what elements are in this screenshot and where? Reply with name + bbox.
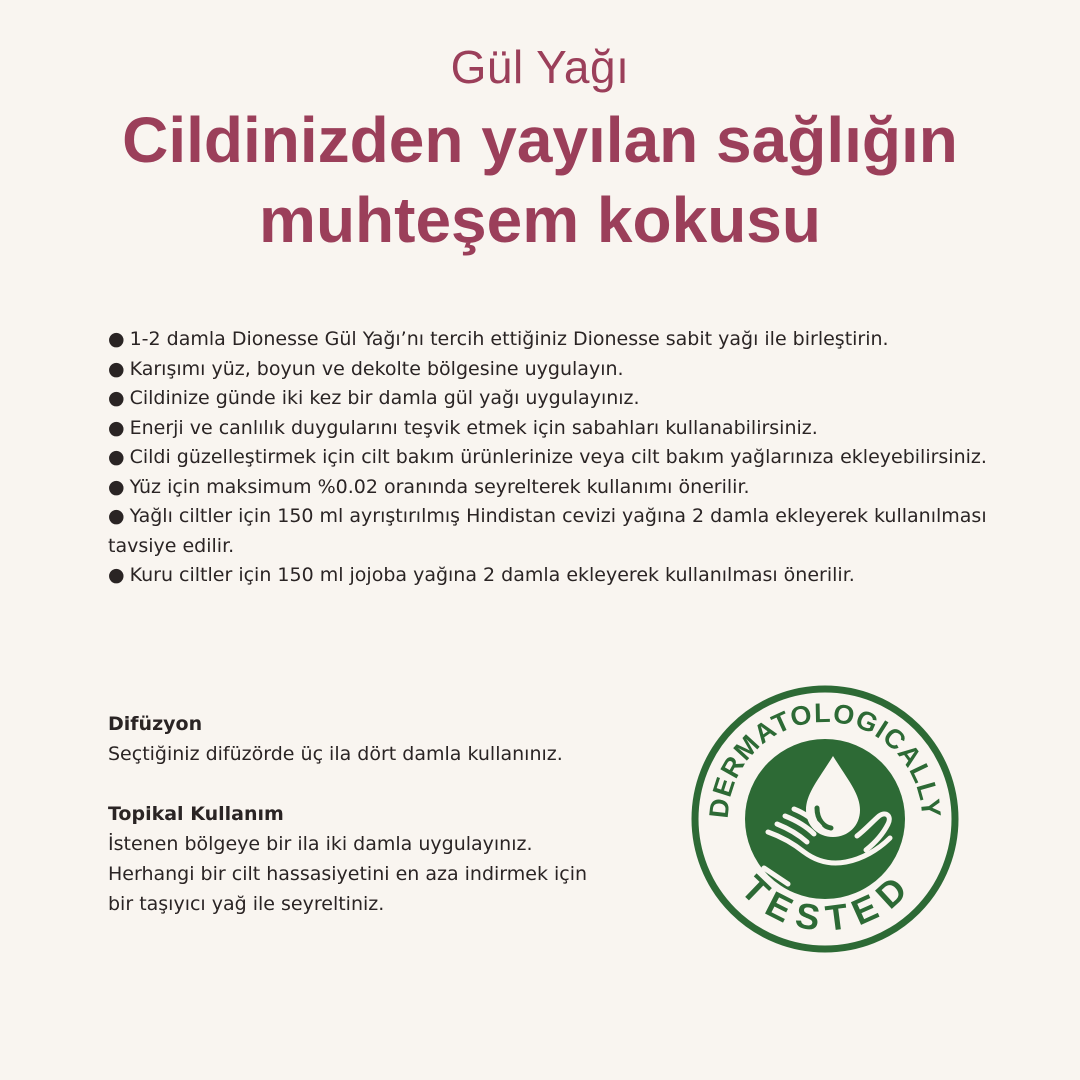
list-item [108,355,988,385]
badge-top-text: DERMATOLOGICALLY [703,697,947,820]
diffusion-title: Difüzyon [108,713,203,735]
topical-section [108,799,668,919]
bullet-icon: ● [108,357,125,380]
dermatologically-tested-badge [690,684,960,954]
topical-line: İstenen bölgeye bir ila iki damla uygulayınız. [108,833,533,855]
badge-seal-icon [690,684,960,954]
bullet-icon: ● [108,416,125,439]
list-item-text: Cildi güzelleştirmek için cilt bakım ürünlerinize veya cilt bakım yağlarınıza ekleyebilirsiniz. [129,446,987,468]
bullet-icon: ● [108,475,125,498]
topical-line: Herhangi bir cilt hassasiyetini en aza indirmek için [108,863,588,885]
usage-list [108,325,988,591]
product-subtitle: Gül Yağı [450,41,630,93]
headline-line-1: Cildinizden yayılan sağlığın [122,104,958,176]
bullet-icon: ● [108,387,125,409]
list-item [108,443,988,473]
list-item [108,325,988,355]
topical-line: bir taşıyıcı yağ ile seyreltiniz. [108,893,385,915]
bullet-icon: ● [108,446,125,468]
list-item-text: Enerji ve canlılık duygularını teşvik etmek için sabahları kullanabilirsiniz. [129,416,818,439]
list-item-text: Yüz için maksimum %0.02 oranında seyrelterek kullanımı önerilir. [129,475,750,498]
list-item-text: 1-2 damla Dionesse Gül Yağı’nı tercih ettiğiniz Dionesse sabit yağı ile birleştirin. [129,328,889,350]
list-item [108,502,988,561]
bullet-icon: ● [108,328,125,350]
list-item [108,384,988,414]
topical-title: Topikal Kullanım [108,803,284,825]
diffusion-section [108,709,668,769]
headline-line-2: muhteşem kokusu [259,184,821,256]
list-item [108,561,988,591]
list-item [108,414,988,444]
bullet-icon: ● [108,505,125,527]
list-item-text: Karışımı yüz, boyun ve dekolte bölgesine uygulayın. [129,357,624,380]
badge-bottom-text: TESTED [733,867,917,939]
list-item [108,473,988,503]
diffusion-body: Seçtiğiniz difüzörde üç ila dört damla kullanınız. [108,743,563,765]
list-item-text: Yağlı ciltler için 150 ml ayrıştırılmış Hindistan cevizi yağına 2 damla ekleyerek kullanılması tavsiye edilir. [108,505,987,557]
list-item-text: Kuru ciltler için 150 ml jojoba yağına 2 damla ekleyerek kullanılması önerilir. [129,564,855,586]
headline [0,100,1080,260]
list-item-text: Cildinize günde iki kez bir damla gül yağı uygulayınız. [129,387,640,409]
bullet-icon: ● [108,564,125,586]
